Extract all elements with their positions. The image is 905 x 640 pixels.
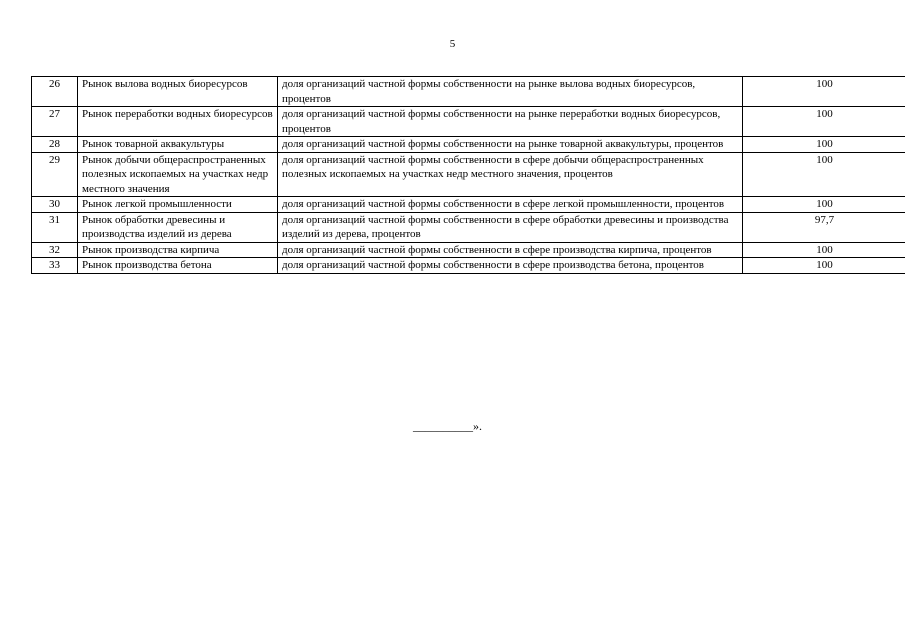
row-number: 33 (32, 258, 78, 274)
row-number: 29 (32, 152, 78, 197)
indicator-value: 100 (743, 137, 905, 153)
closing-mark: __________». (413, 419, 482, 433)
row-number: 31 (32, 212, 78, 242)
indicator-text: доля организаций частной формы собственности на рынке товарной аквакультуры, процентов (278, 137, 743, 153)
table-row (32, 137, 905, 153)
indicator-value: 100 (743, 152, 905, 197)
indicator-text: доля организаций частной формы собственности в сфере обработки древесины и производства изделий из дерева, процентов (278, 212, 743, 242)
table-row (32, 212, 905, 242)
indicator-value: 100 (743, 107, 905, 137)
table-row (32, 258, 905, 274)
indicator-text: доля организаций частной формы собственности на рынке вылова водных биоресурсов, процентов (278, 77, 743, 107)
market-name: Рынок добычи общераспространенных полезных ископаемых на участках недр местного значения (78, 152, 278, 197)
market-name: Рынок производства кирпича (78, 242, 278, 258)
indicator-value: 100 (743, 242, 905, 258)
table-row (32, 197, 905, 213)
market-name: Рынок переработки водных биоресурсов (78, 107, 278, 137)
indicator-value: 100 (743, 258, 905, 274)
market-name: Рынок обработки древесины и производства изделий из дерева (78, 212, 278, 242)
market-name: Рынок производства бетона (78, 258, 278, 274)
row-number: 30 (32, 197, 78, 213)
indicator-text: доля организаций частной формы собственности в сфере легкой промышленности, процентов (278, 197, 743, 213)
indicator-text: доля организаций частной формы собственности в сфере добычи общераспространенных полезных ископаемых на участках недр местного значения, процентов (278, 152, 743, 197)
table-row (32, 77, 905, 107)
table-row (32, 152, 905, 197)
table-row (32, 107, 905, 137)
market-name: Рынок легкой промышленности (78, 197, 278, 213)
row-number: 32 (32, 242, 78, 258)
market-name: Рынок вылова водных биоресурсов (78, 77, 278, 107)
indicator-text: доля организаций частной формы собственности на рынке переработки водных биоресурсов, процентов (278, 107, 743, 137)
indicator-text: доля организаций частной формы собственности в сфере производства кирпича, процентов (278, 242, 743, 258)
market-name: Рынок товарной аквакультуры (78, 137, 278, 153)
page-number: 5 (449, 38, 456, 50)
indicator-value: 97,7 (743, 212, 905, 242)
row-number: 26 (32, 77, 78, 107)
table-body (32, 77, 905, 274)
markets-table (31, 76, 905, 274)
indicator-value: 100 (743, 77, 905, 107)
row-number: 27 (32, 107, 78, 137)
table-row (32, 242, 905, 258)
indicator-text: доля организаций частной формы собственности в сфере производства бетона, процентов (278, 258, 743, 274)
row-number: 28 (32, 137, 78, 153)
indicator-value: 100 (743, 197, 905, 213)
